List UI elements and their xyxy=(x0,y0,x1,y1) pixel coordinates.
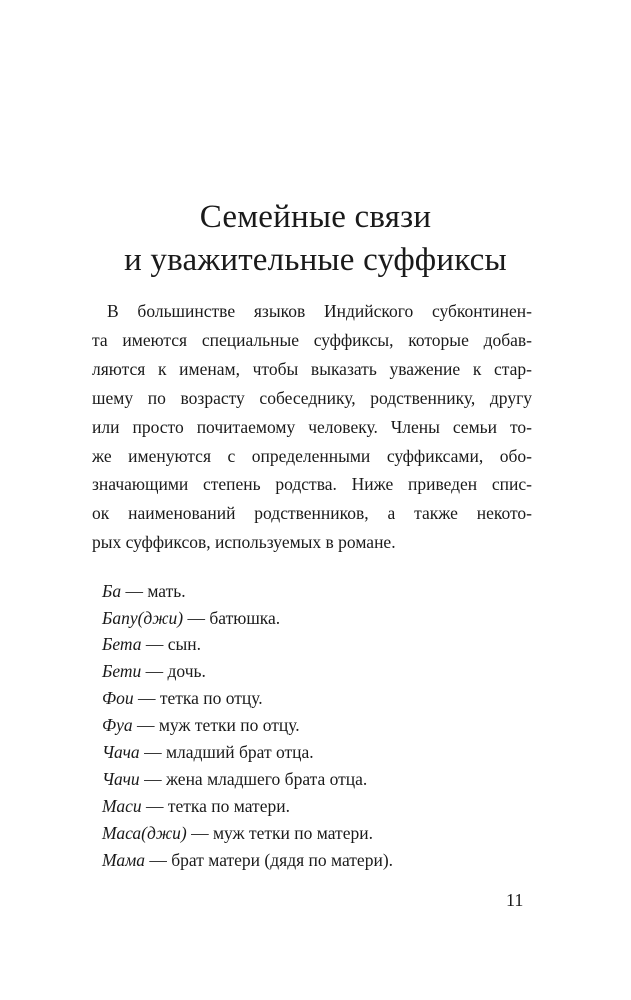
glossary-definition: — муж тетки по отцу. xyxy=(132,715,300,735)
glossary-entry xyxy=(102,848,393,872)
chapter-title-line-2: и уважительные суффиксы xyxy=(124,242,507,278)
glossary-entry xyxy=(102,740,314,764)
page-number: 11 xyxy=(506,890,524,910)
glossary-term: Бапу(джи) xyxy=(102,608,184,628)
paragraph-line: шему по возрасту собеседнику, родственнику, другу xyxy=(92,388,532,408)
paragraph-line: рых суффиксов, используемых в романе. xyxy=(92,532,396,552)
paragraph-line: В большинстве языков Индийского субконтинен- xyxy=(107,301,532,321)
paragraph-line: та имеются специальные суффиксы, которые добав- xyxy=(92,330,532,350)
glossary-definition: — младший брат отца. xyxy=(139,742,314,762)
paragraph-line: ок наименований родственников, а также некото- xyxy=(92,503,532,523)
glossary-definition: — муж тетки по матери. xyxy=(186,823,373,843)
glossary-term: Маса(джи) xyxy=(102,823,187,843)
glossary-entry xyxy=(102,659,206,683)
glossary-term: Бета xyxy=(102,634,142,654)
glossary-entry xyxy=(102,821,373,845)
paragraph-line: ляются к именам, чтобы выказать уважение к стар- xyxy=(92,359,532,379)
glossary-term: Чачи xyxy=(102,769,140,789)
glossary-definition: — тетка по отцу. xyxy=(133,688,263,708)
glossary-definition: — брат матери (дядя по матери). xyxy=(145,850,394,870)
glossary-term: Бети xyxy=(102,661,142,681)
glossary-entry xyxy=(102,579,186,603)
glossary-term: Маси xyxy=(102,796,142,816)
glossary-definition: — мать. xyxy=(121,581,186,601)
chapter-title-line-1: Семейные связи xyxy=(199,199,432,235)
glossary-definition: — сын. xyxy=(141,634,201,654)
glossary-definition: — батюшка. xyxy=(183,608,281,628)
glossary-definition: — жена младшего брата отца. xyxy=(139,769,368,789)
glossary-term: Ба xyxy=(102,581,122,601)
glossary-term: Фои xyxy=(102,688,134,708)
glossary-term: Чача xyxy=(102,742,140,762)
glossary-entry xyxy=(102,713,300,737)
glossary-entry xyxy=(102,632,201,656)
glossary-entry xyxy=(102,686,263,710)
paragraph-line: же именуются с определенными суффиксами, обо- xyxy=(92,446,532,466)
glossary-entry xyxy=(102,606,280,630)
glossary-term: Мама xyxy=(102,850,145,870)
glossary-entry xyxy=(102,767,367,791)
glossary-entry xyxy=(102,794,290,818)
glossary-definition: — тетка по матери. xyxy=(141,796,290,816)
paragraph-line: или просто почитаемому человеку. Члены семьи то- xyxy=(92,417,532,437)
paragraph-line: значающими степень родства. Ниже приведен спис- xyxy=(92,474,532,494)
glossary-term: Фуа xyxy=(102,715,133,735)
glossary-definition: — дочь. xyxy=(141,661,206,681)
